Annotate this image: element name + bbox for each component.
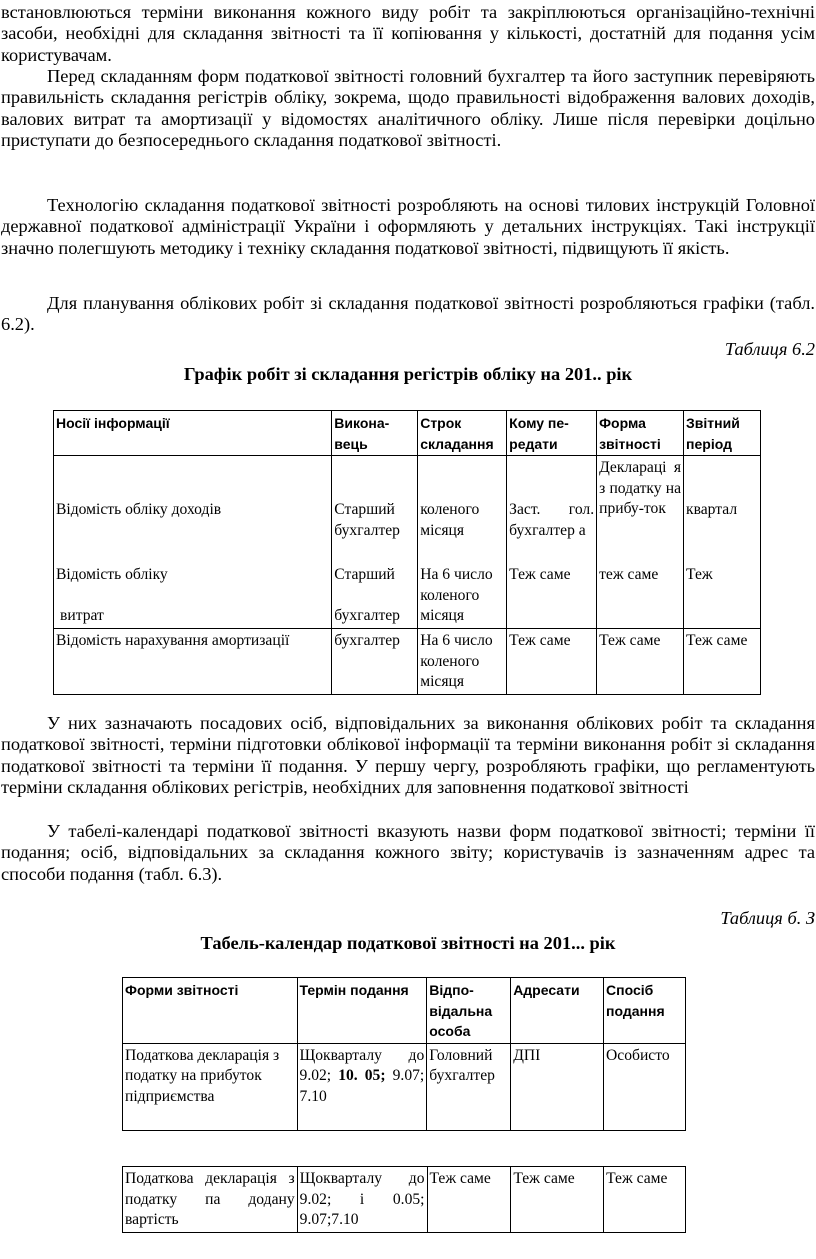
cell-term — [297, 1043, 427, 1130]
cell-term-part-1: Щокварталу до 9.02; — [299, 1046, 425, 1085]
cell-period: Теж саме — [684, 628, 761, 694]
cell-person: Теж саме — [427, 1167, 511, 1233]
cell-recipient: Теж саме — [507, 628, 597, 694]
header-method: Спосіб подання — [604, 978, 686, 1044]
cell-addressee: Теж саме — [511, 1167, 604, 1233]
header-term: Термін подання — [297, 978, 427, 1044]
table-row — [54, 628, 761, 694]
cell-executor — [332, 563, 418, 628]
cell-recipient: Заст. гол. бухгалтер а — [507, 456, 597, 564]
cell-term-part-3: 9.07; 7.10 — [299, 1067, 425, 1105]
cell-term-part-2: 10. 05; — [338, 1067, 386, 1085]
cell-form: теж саме — [597, 563, 684, 628]
cell-term: На 6 число коленого місяця — [418, 563, 507, 628]
cell-method: Теж саме — [604, 1167, 686, 1233]
paragraph-1: встановлюються терміни виконання кожного виду робіт та закріплюються організаційно-технічні засоби, необхідні для складання звітності та її копіювання у кількості, достатній для подання усім користувачам. — [1, 2, 815, 65]
table-row — [54, 456, 761, 564]
header-addressees: Адресати — [511, 978, 604, 1044]
header-carrier: Носії інформації — [54, 411, 332, 456]
header-term: Строк складання — [418, 411, 507, 456]
cell-executor: Старший бухгалтер — [332, 456, 418, 564]
header-recipient: Кому пе-редати — [507, 411, 597, 456]
table-6-3-caption: Таблиця б. З — [720, 908, 815, 928]
cell-executor-line-1: Старший — [334, 566, 395, 584]
table-6-2 — [53, 410, 761, 695]
cell-addressee: ДПІ — [511, 1043, 604, 1130]
cell-executor-line-2: бухгалтер — [334, 606, 400, 624]
cell-carrier: Відомість обліку доходів — [54, 456, 332, 564]
cell-form: Податкова декларація з податку па додану вартість — [123, 1167, 298, 1233]
table-6-2-caption: Таблиця 6.2 — [724, 339, 815, 359]
paragraph-2: Перед складанням форм податкової звітності головний бухгалтер та його заступник перевіряють правильність складання регістрів обліку, зокрема, щодо правильності відображення валових доходів, валових витрат та амортизації у відомостях аналітичного обліку. Лише після перевірки доцільно приступати до безпосереднього складання податкової звітності. — [1, 66, 815, 151]
header-forms: Форми звітності — [123, 978, 298, 1044]
paragraph-5: У них зазначають посадових осіб, відповідальних за виконання облікових робіт та складання податкової звітності, терміни підготовки облікової інформації та терміни виконання робіт зі складання податкової звітності та терміни її подання. У першу чергу, розробляють графіки, що регламентують терміни складання облікових регістрів, необхідних для заповнення податкової звітності — [1, 713, 815, 798]
cell-term: коленого місяця — [418, 456, 507, 564]
cell-recipient: Теж саме — [507, 563, 597, 628]
header-period: Звітний період — [684, 411, 761, 456]
paragraph-3: Технологію складання податкової звітності розробляють на основі тилових інструкцій Головної державної податкової адміністрації України і оформляють у детальних інструкціях. Такі інструкції значно полегшують методику і техніку складання податкової звітності, підвищують її якість. — [1, 195, 815, 258]
header-executor: Викона-вець — [332, 411, 418, 456]
cell-method: Особисто — [604, 1043, 686, 1130]
table-row — [123, 1043, 686, 1130]
table-6-3 — [122, 977, 686, 1131]
table-row — [54, 563, 761, 628]
cell-carrier: Відомість нарахування амортизації — [54, 628, 332, 694]
cell-person: Головний бухгалтер — [427, 1043, 511, 1130]
header-form: Форма звітності — [597, 411, 684, 456]
cell-carrier — [54, 563, 332, 628]
table-header-row — [123, 978, 686, 1044]
cell-form: Деклараці я з податку на прибу-ток — [597, 456, 684, 564]
cell-period: Теж — [684, 563, 761, 628]
paragraph-4: Для планування облікових робіт зі складання податкової звітності розробляються графіки (табл. 6.2). — [1, 293, 815, 335]
header-responsible: Відпо-відальна особа — [427, 978, 511, 1044]
table-header-row — [54, 411, 761, 456]
table-6-3-title: Табель-календар податкової звітності на 201... рік — [200, 933, 616, 953]
table-6-2-title: Графік робіт зі складання регістрів обліку на 201.. рік — [183, 364, 633, 384]
cell-form: Теж саме — [597, 628, 684, 694]
paragraph-6: У табелі-календарі податкової звітності вказують назви форм податкової звітності; терміни її подання; осіб, відповідальних за складання кожного звіту; користувачів із зазначенням адрес та способи подання (табл. 6.3). — [1, 821, 815, 884]
cell-form: Податкова декларація з податку на прибуток підприємства — [123, 1043, 298, 1130]
table-row — [123, 1167, 686, 1233]
cell-period: квартал — [684, 456, 761, 564]
cell-term: На 6 число коленого місяця — [418, 628, 507, 694]
table-6-3-continued — [122, 1166, 686, 1233]
cell-carrier-line-2: витрат — [60, 606, 104, 624]
cell-executor: бухгалтер — [332, 628, 418, 694]
cell-carrier-line-1: Відомість обліку — [56, 566, 168, 584]
cell-term: Щокварталу до 9.02; і 0.05; 9.07;7.10 — [297, 1167, 427, 1233]
